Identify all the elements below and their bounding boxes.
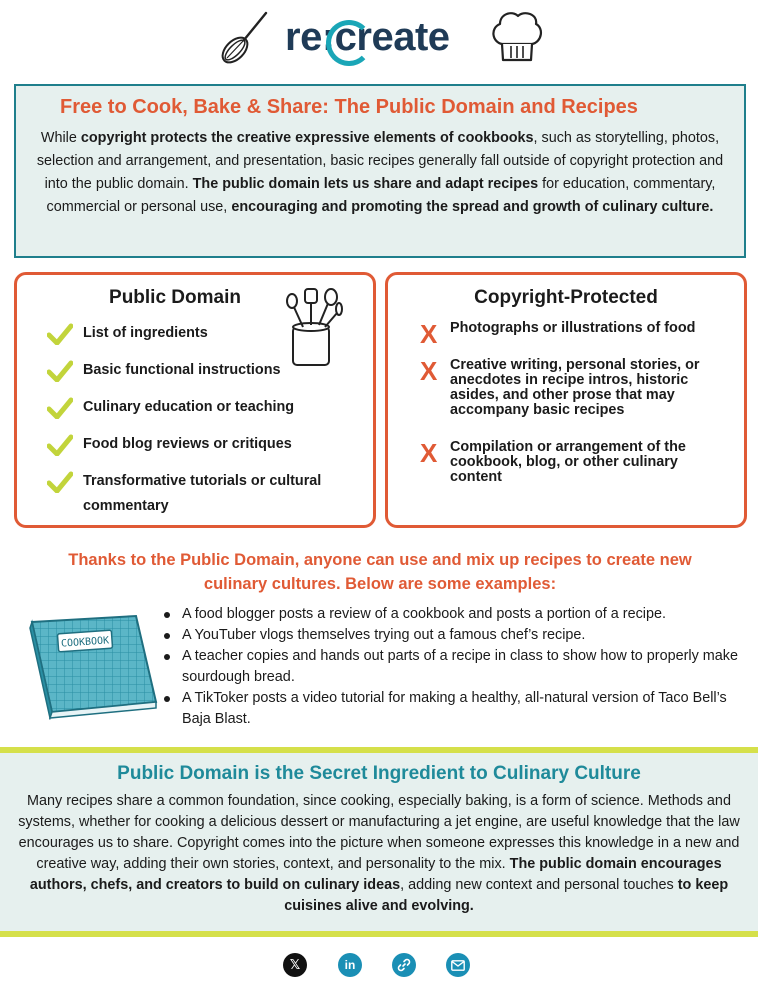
- x-mark-icon: X: [420, 356, 438, 386]
- copyright-card: [385, 272, 747, 528]
- cookbook-label: COOKBOOK: [60, 635, 110, 650]
- recreate-logo: [285, 15, 450, 60]
- intro-text: While copyright protects the creative expressive elements of cookbooks, such as storytelling, photos, selection and arrangement, and presentation, basic recipes generally fall outside of copyright protection and into the public domain. The public domain lets us share and adapt recipes for education, commentary, commercial or personal use, encouraging and promoting the spread and growth of culinary culture.: [36, 130, 724, 215]
- logo-colon: :: [321, 15, 335, 59]
- logo-part-re: re: [285, 15, 322, 59]
- check-icon: [47, 323, 73, 345]
- list-item: A YouTuber vlogs themselves trying out a famous chef’s recipe.: [160, 625, 750, 646]
- x-mark-icon: X: [420, 438, 438, 468]
- link-icon[interactable]: [392, 953, 416, 977]
- list-item: Food blog reviews or critiques: [33, 432, 357, 457]
- list-item: X Compilation or arrangement of the cookbook, blog, or other culinary content: [420, 438, 686, 485]
- check-icon: [47, 434, 73, 456]
- list-item: Basic functional instructions: [33, 358, 357, 383]
- logo-part-create: create: [334, 15, 450, 59]
- copyright-title: Copyright-Protected: [474, 287, 658, 308]
- intro-title: Free to Cook, Bake & Share: The Public Domain and Recipes: [60, 96, 638, 118]
- list-item: X Photographs or illustrations of food: [420, 319, 696, 349]
- public-domain-card: [14, 272, 376, 528]
- check-icon: [47, 397, 73, 419]
- examples-list: [160, 604, 750, 730]
- list-item: Culinary education or teaching: [33, 395, 357, 420]
- x-icon[interactable]: 𝕏: [283, 953, 307, 977]
- public-domain-title: Public Domain: [109, 287, 241, 308]
- list-item: List of ingredients: [33, 321, 357, 346]
- check-icon: [47, 360, 73, 382]
- secret-ingredient-text: Many recipes share a common foundation, since cooking, especially baking, is a form of science. Methods and systems, whether for cooking a delicious dessert or manufacturing a jet engine, are useful knowledge that the law encourages us to share. Copyright comes into the picture when someone expresses this knowledge in a new and creative way, adding their own stories, context, and personality to the mix. The public domain encourages authors, chefs, and creators to build on culinary ideas, adding new context and personal touches to keep cuisines alive and evolving.: [18, 793, 740, 914]
- list-item: A food blogger posts a review of a cookbook and posts a portion of a recipe.: [160, 604, 750, 625]
- list-item: X Creative writing, personal stories, or anecdotes in recipe intros, historic asides, and other prose that may accompany basic recipes: [420, 356, 700, 418]
- intro-box: [14, 84, 746, 258]
- secret-ingredient-section: [0, 747, 758, 937]
- cookbook-icon: [24, 612, 164, 720]
- x-mark-icon: X: [420, 319, 438, 349]
- copyright-list: [404, 321, 728, 485]
- list-item: A teacher copies and hands out parts of a recipe in class to show how to properly make sourdough bread.: [160, 646, 750, 688]
- whisk-icon: [218, 10, 270, 66]
- list-item: A TikToker posts a video tutorial for making a healthy, all-natural version of Taco Bell’s Baja Blast.: [160, 688, 750, 730]
- secret-ingredient-title: Public Domain is the Secret Ingredient to Culinary Culture: [117, 763, 641, 784]
- list-item: Transformative tutorials or cultural commentary: [33, 469, 357, 519]
- header: [0, 0, 758, 80]
- examples-title: Thanks to the Public Domain, anyone can use and mix up recipes to create new culinary cultures. Below are some examples:: [68, 551, 692, 593]
- chef-hat-icon: [488, 8, 544, 66]
- email-icon[interactable]: [446, 953, 470, 977]
- linkedin-icon[interactable]: in: [338, 953, 362, 977]
- check-icon: [47, 471, 73, 493]
